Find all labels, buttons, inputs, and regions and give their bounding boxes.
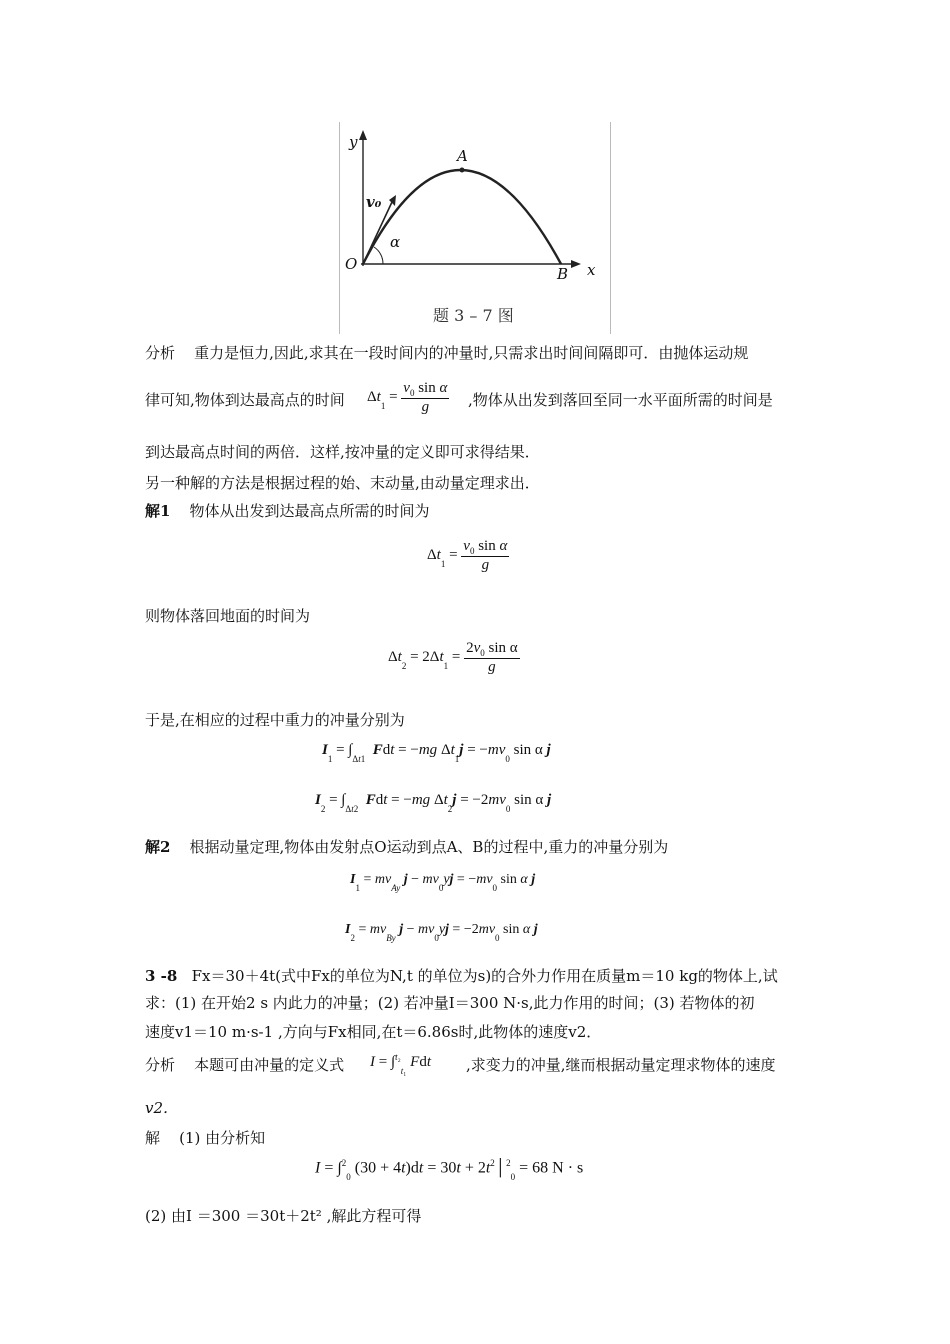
sol1-text3: 于是,在相应的过程中重力的冲量分别为 — [145, 711, 405, 729]
problem38-number: 3 -8 — [145, 967, 178, 985]
sol2-lead: 解2 — [145, 838, 171, 856]
y-axis-arrow — [359, 130, 367, 140]
sol3-part2: (2) 由I ＝300 ＝30t＋2t² ,解此方程可得 — [145, 1207, 422, 1225]
problem38-line2: 求：(1) 在开始2 s 内此力的冲量；(2) 若冲量I＝300 N·s,此力作用的时间；(3) 若物体的初 — [145, 994, 755, 1012]
analysis1-text2-pre: 律可知,物体到达最高点的时间 — [145, 391, 345, 409]
sol1-text: 物体从出发到达最高点所需的时间为 — [189, 502, 430, 520]
analysis1-lead: 分析 — [145, 344, 176, 362]
sol2-text: 根据动量定理,物体由发射点O运动到点A、B的过程中,重力的冲量分别为 — [189, 838, 669, 856]
point-a — [460, 168, 465, 173]
sol3-text: (1) 由分析知 — [179, 1129, 266, 1147]
eq-delta-t2: $\Delta t_2 = 2\Delta t_1$ = $\frac{2v_0 \sin \alpha}{g}$ — [388, 640, 518, 675]
analysis2-line1 — [145, 1055, 344, 1075]
analysis1-text1: 重力是恒力,因此,求其在一段时间内的冲量时,只需求出时间间隔即可．由抛体运动规 — [194, 344, 749, 362]
analysis1-line3: 到达最高点时间的两倍．这样,按冲量的定义即可求得结果． — [145, 443, 540, 461]
sol3-lead: 解 — [145, 1129, 161, 1147]
sol2-line — [145, 837, 668, 857]
sol1-text2: 则物体落回地面的时间为 — [145, 607, 311, 625]
sol1-lead: 解1 — [145, 502, 171, 520]
label-alpha: α — [390, 233, 401, 251]
sol3-result: = 68 N · s — [519, 1159, 584, 1177]
label-x: x — [587, 261, 596, 279]
analysis1-line2 — [145, 390, 345, 410]
analysis2-line2: v2． — [145, 1099, 179, 1117]
analysis1-line4: 另一种解的方法是根据过程的始、末动量,由动量定理求出． — [145, 474, 540, 492]
sol1-line — [145, 501, 430, 521]
label-a: A — [457, 147, 468, 165]
problem38-line1 — [145, 966, 778, 986]
projectile-figure — [339, 122, 611, 334]
alpha-arc — [374, 247, 383, 264]
eq-delta-t1: $\Delta t_1$ = $\frac{v_0 \sin \alpha}{g}$ — [427, 538, 508, 573]
eq-impulse-i1: $I_1 = \int_{\Delta t1}$ Fdt = −mg $\Delta t_1j = -mv_0$ sin α j — [322, 742, 551, 764]
analysis1-line1 — [145, 343, 748, 363]
x-axis-arrow — [571, 260, 581, 268]
eq-integral-result: I = ∫$^2_0$ $(30 + 4t)dt = 30t + 2t^2│^2_0 = 68$ N · s — [315, 1158, 584, 1183]
label-y: y — [349, 133, 358, 151]
analysis2-text-pre: 本题可由冲量的定义式 — [194, 1056, 345, 1074]
figure-caption: 题 3 – 7 图 — [433, 306, 514, 325]
analysis2-lead: 分析 — [145, 1056, 176, 1074]
trajectory-diagram — [339, 122, 611, 334]
problem38-line3: 速度v1＝10 m·s-1 ,方向与Fx相同,在t＝6.86s时,此物体的速度v2． — [145, 1023, 602, 1041]
analysis2-text-post: ,求变力的冲量,继而根据动量定理求物体的速度 — [466, 1056, 776, 1074]
analysis2-integral: I = ∫$^{t_2}_{t_1}$ Fdt — [370, 1052, 431, 1076]
eq-momentum-i2: $I_2 = mv_{By}$ $j - mv_0yj = -2mv_0$ sin α j — [345, 922, 538, 943]
sol3-line — [145, 1128, 265, 1148]
eq-momentum-i1: $I_1 = mv_{Ay}$ $j - mv_0yj = -mv_0$ sin α j — [350, 872, 536, 893]
label-o: O — [345, 255, 358, 273]
label-b: B — [557, 265, 569, 283]
eq-impulse-i2: $I_2 = \int_{\Delta t2}$ Fdt = −mg $\Delta t_2j = -2mv_0$ sin α j — [315, 792, 552, 814]
label-v0: v₀ — [366, 193, 382, 211]
problem38-text1: Fx＝30＋4t(式中Fx的单位为N,t 的单位为s)的合外力作用在质量m＝10 kg的物体上,试 — [191, 967, 778, 985]
analysis1-line2-post: ,物体从出发到落回至同一水平面所需的时间是 — [468, 391, 773, 409]
analysis1-inline-formula: $\Delta t_1$ = $\frac{v_0 \sin \alpha}{g}$ — [367, 380, 448, 415]
